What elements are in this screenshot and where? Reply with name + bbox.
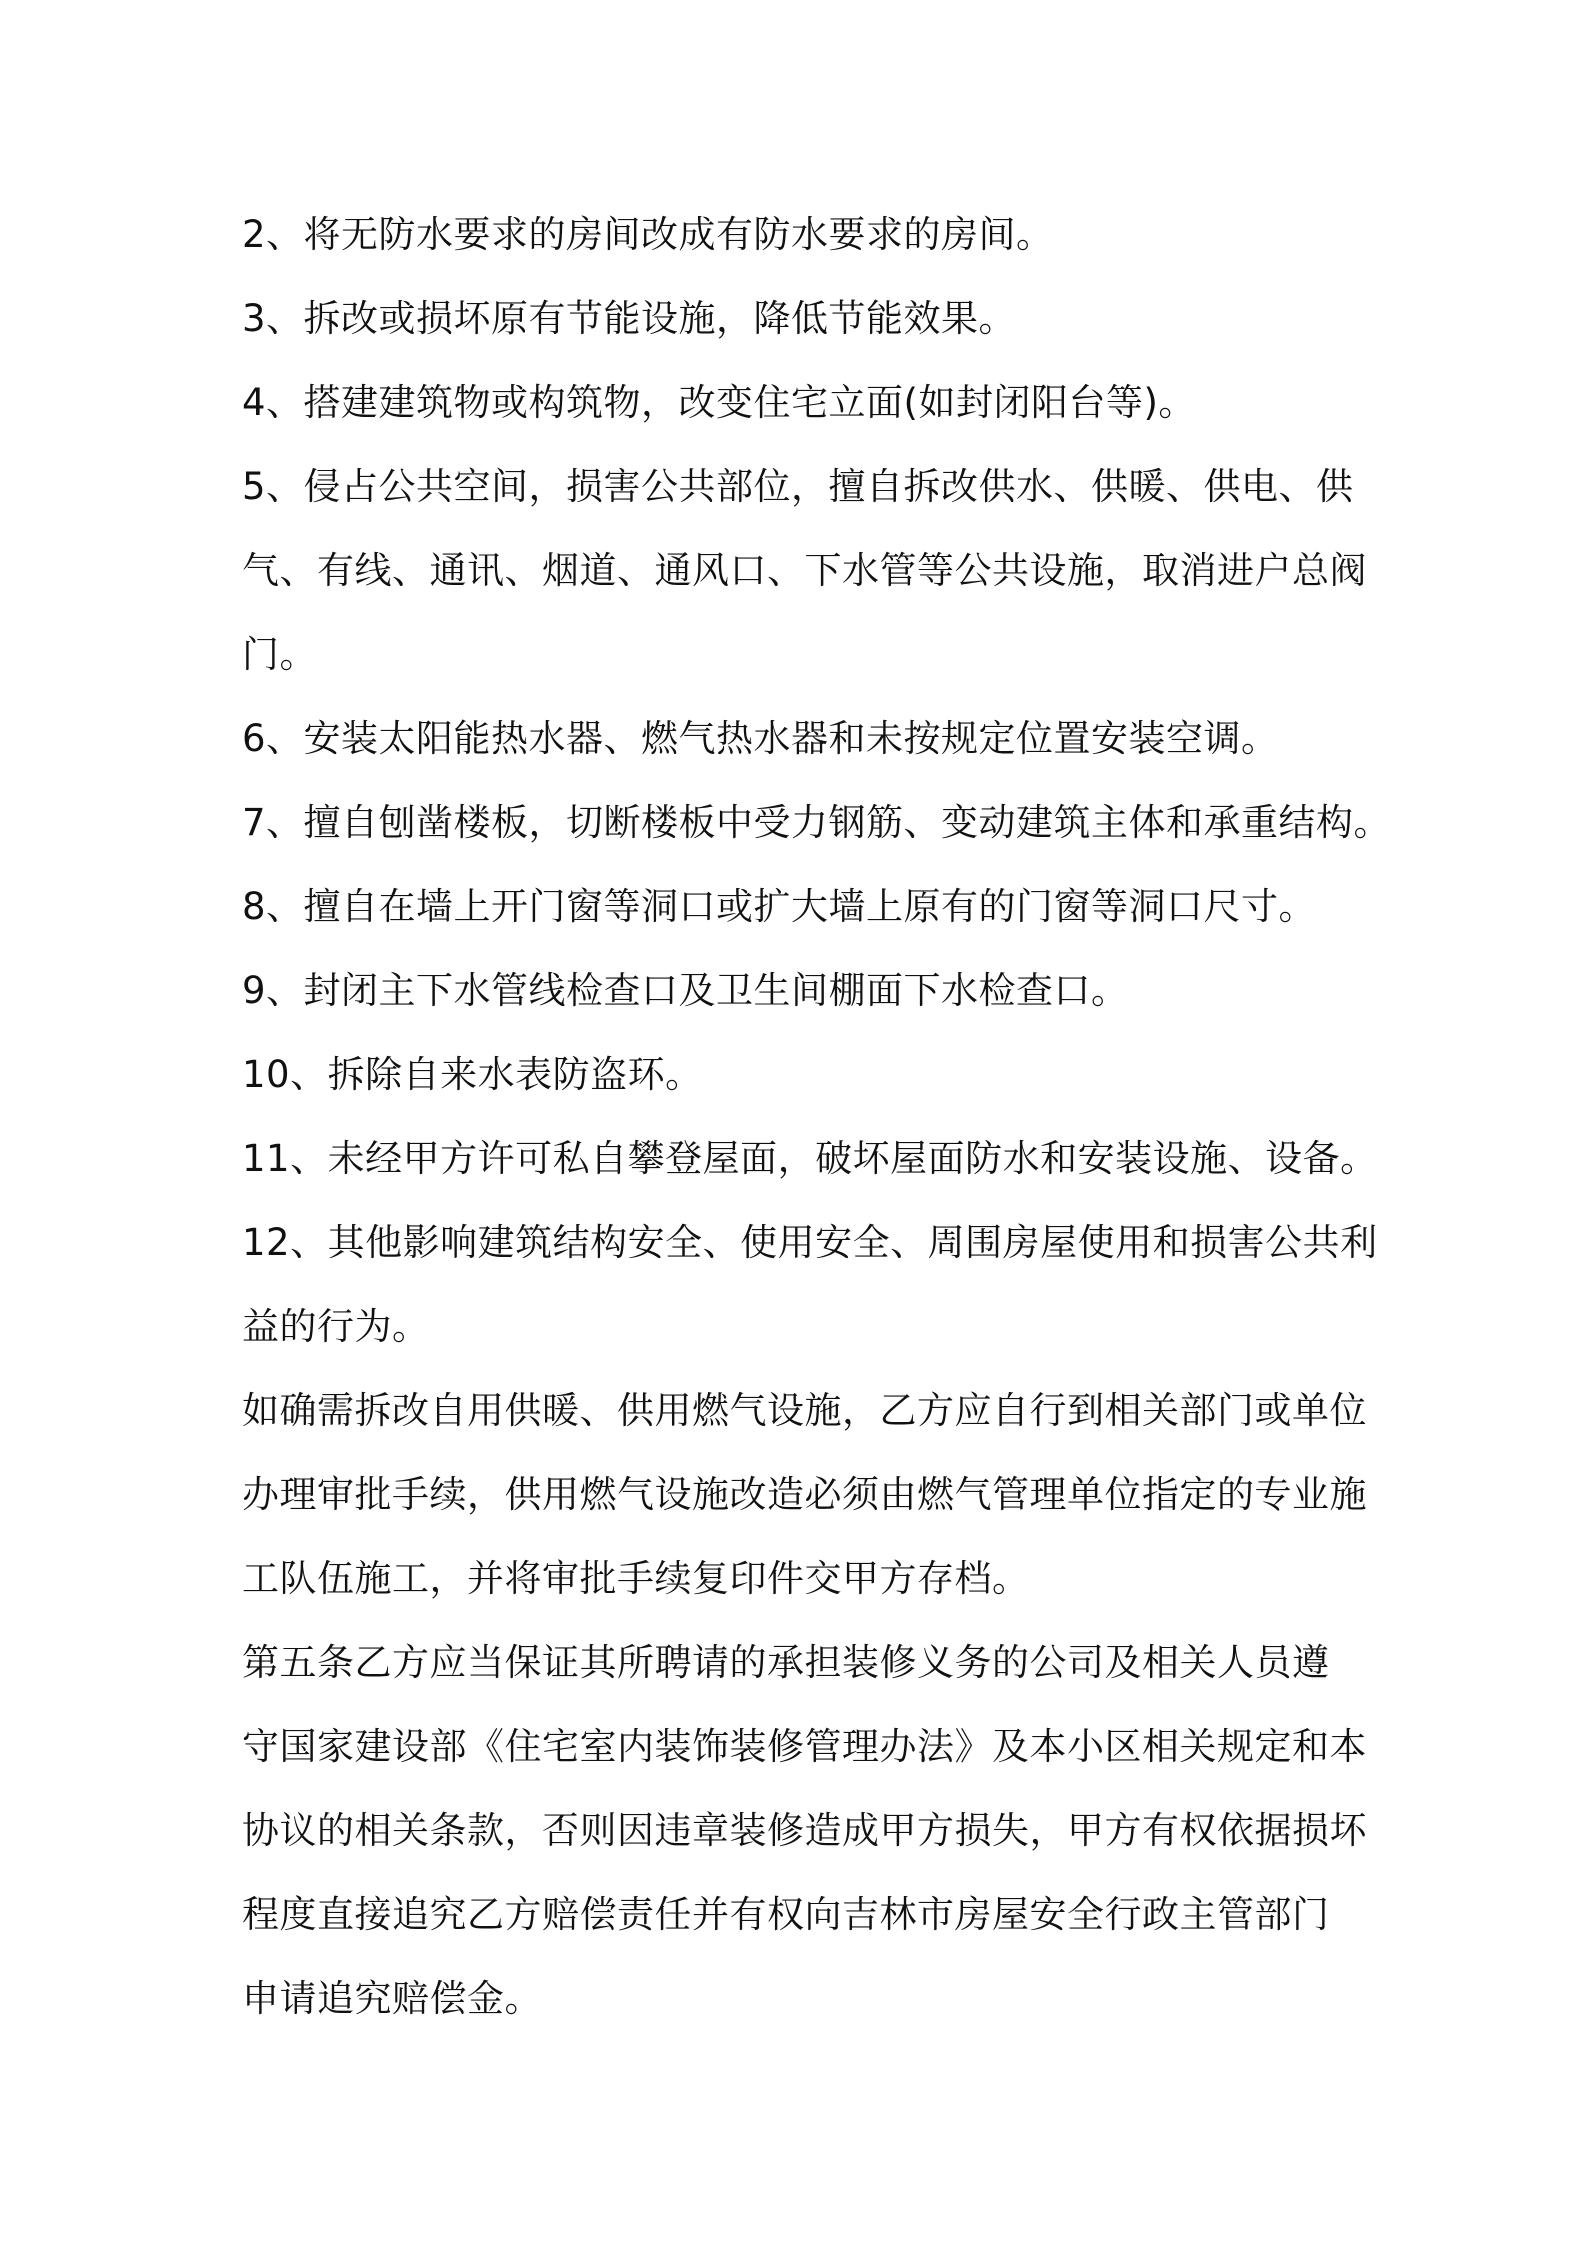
text-line: 2、将无防水要求的房间改成有防水要求的房间。: [242, 213, 1054, 256]
text-line: 4、搭建建筑物或构筑物，改变住宅立面(如封闭阳台等)。: [242, 381, 1196, 424]
text-line: 12、其他影响建筑结构安全、使用安全、周围房屋使用和损害公共利: [242, 1221, 1378, 1264]
text-line: 守国家建设部《住宅室内装饰装修管理办法》及本小区相关规定和本: [242, 1725, 1367, 1768]
text-line: 益的行为。: [242, 1305, 430, 1348]
text-line: 工队伍施工，并将审批手续复印件交甲方存档。: [242, 1557, 1030, 1600]
text-line: 5、侵占公共空间，损害公共部位，擅自拆改供水、供暖、供电、供: [242, 465, 1354, 508]
text-line: 如确需拆改自用供暖、供用燃气设施，乙方应自行到相关部门或单位: [242, 1389, 1367, 1432]
text-line: 办理审批手续，供用燃气设施改造必须由燃气管理单位指定的专业施: [242, 1473, 1367, 1516]
text-line: 11、未经甲方许可私自攀登屋面，破坏屋面防水和安装设施、设备。: [242, 1137, 1378, 1180]
text-line: 程度直接追究乙方赔偿责任并有权向吉林市房屋安全行政主管部门: [242, 1893, 1330, 1936]
text-line: 门。: [242, 633, 317, 676]
text-line: 8、擅自在墙上开门窗等洞口或扩大墙上原有的门窗等洞口尺寸。: [242, 885, 1317, 928]
text-line: 气、有线、通讯、烟道、通风口、下水管等公共设施，取消进户总阀: [242, 549, 1367, 592]
document-body: [242, 193, 1392, 2041]
text-line: 协议的相关条款，否则因违章装修造成甲方损失，甲方有权依据损坏: [242, 1809, 1367, 1852]
text-line: 6、安装太阳能热水器、燃气热水器和未按规定位置安装空调。: [242, 717, 1279, 760]
text-line: 7、擅自刨凿楼板，切断楼板中受力钢筋、变动建筑主体和承重结构。: [242, 801, 1392, 844]
text-line: 3、拆改或损坏原有节能设施，降低节能效果。: [242, 297, 1017, 340]
text-line: 第五条乙方应当保证其所聘请的承担装修义务的公司及相关人员遵: [242, 1641, 1330, 1684]
text-line: 10、拆除自来水表防盗环。: [242, 1053, 703, 1096]
text-line: 9、封闭主下水管线检查口及卫生间棚面下水检查口。: [242, 969, 1129, 1012]
text-line: 申请追究赔偿金。: [242, 1977, 542, 2020]
